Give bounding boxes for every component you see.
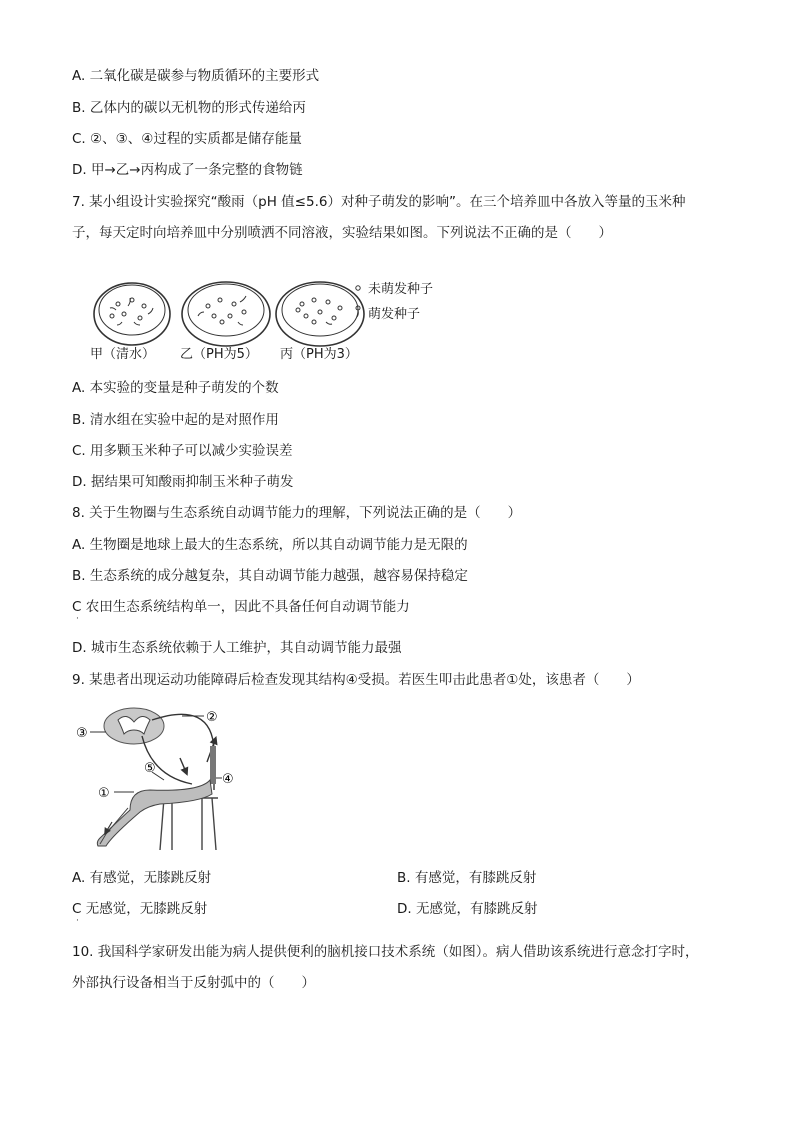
q7-option-d: D. 据结果可知酸雨抑制玉米种子萌发 [72, 474, 294, 490]
dish-label-bing: 丙（PH为3） [280, 347, 358, 362]
q8-option-c: C 农田生态系统结构单一，因此不具备任何自动调节能力 [72, 599, 410, 615]
q8-option-b: B. 生态系统的成分越复杂，其自动调节能力越强，越容易保持稳定 [72, 568, 468, 584]
legend-germinated-label: 萌发种子 [368, 307, 421, 322]
q9-option-b: B. 有感觉，有膝跳反射 [397, 870, 537, 886]
chair-back [210, 746, 216, 784]
q6-option-c: C. ②、③、④过程的实质都是储存能量 [72, 131, 302, 147]
q7-option-c: C. 用多颗玉米种子可以减少实验误差 [72, 443, 293, 459]
q7-stem-line2: 子，每天定时向培养皿中分别喷洒不同溶液，实验结果如图。下列说法不正确的是（ ） [72, 225, 612, 241]
q9-option-a: A. 有感觉，无膝跳反射 [72, 870, 212, 886]
q9-stem: 9. 某患者出现运动功能障碍后检查发现其结构④受损。若医生叩击此患者①处，该患者（ ） [72, 672, 640, 688]
q8-option-d: D. 城市生态系统依赖于人工维护，其自动调节能力最强 [72, 640, 402, 656]
efferent-nerve [142, 736, 192, 784]
q7-option-b: B. 清水组在实验中起的是对照作用 [72, 412, 279, 428]
q8-option-a: A. 生物圈是地球上最大的生态系统，所以其自动调节能力是无限的 [72, 537, 468, 553]
legend-ungerminated-icon [356, 286, 360, 290]
label-3: ③ [76, 726, 88, 741]
petri-dish-bing [276, 282, 364, 346]
chair-icon [158, 798, 218, 850]
q9-knee-reflex-figure [72, 702, 242, 852]
q7-stem-line1: 7. 某小组设计实验探究“酸雨（pH 值≤5.6）对种子萌发的影响”。在三个培养皿中各放入等量的玉米种 [72, 194, 686, 210]
dish-label-jia: 甲（清水） [90, 347, 156, 362]
leg-icon [97, 780, 212, 846]
decorative-dot: · [76, 916, 79, 926]
q6-option-d: D. 甲→乙→丙构成了一条完整的食物链 [72, 162, 303, 178]
dish-label-yi: 乙（PH为5） [180, 347, 258, 362]
q6-option-b: B. 乙体内的碳以无机物的形式传递给丙 [72, 100, 306, 116]
q8-stem: 8. 关于生物圈与生态系统自动调节能力的理解，下列说法正确的是（ ） [72, 505, 522, 521]
label-5: ⑤ [144, 761, 156, 776]
label-2: ② [206, 710, 218, 725]
legend-ungerminated-label: 未萌发种子 [368, 282, 434, 297]
q7-petri-dish-figure [88, 276, 458, 366]
spinal-cord-icon [104, 708, 164, 744]
decorative-dot: · [76, 614, 79, 624]
label-4: ④ [222, 772, 234, 787]
label-1: ① [98, 786, 110, 801]
arrow-down [180, 758, 186, 772]
q10-stem-line2: 外部执行设备相当于反射弧中的（ ） [72, 975, 315, 991]
q6-option-a: A. 二氧化碳是碳参与物质循环的主要形式 [72, 68, 320, 84]
q7-option-a: A. 本实验的变量是种子萌发的个数 [72, 380, 279, 396]
q9-option-d: D. 无感觉，有膝跳反射 [397, 901, 538, 917]
petri-dish-jia [94, 283, 170, 345]
q9-option-c: C 无感觉，无膝跳反射 [72, 901, 208, 917]
q10-stem-line1: 10. 我国科学家研发出能为病人提供便利的脑机接口技术系统（如图）。病人借助该系统进行意念打字时， [72, 944, 699, 960]
petri-dish-yi [182, 282, 270, 346]
